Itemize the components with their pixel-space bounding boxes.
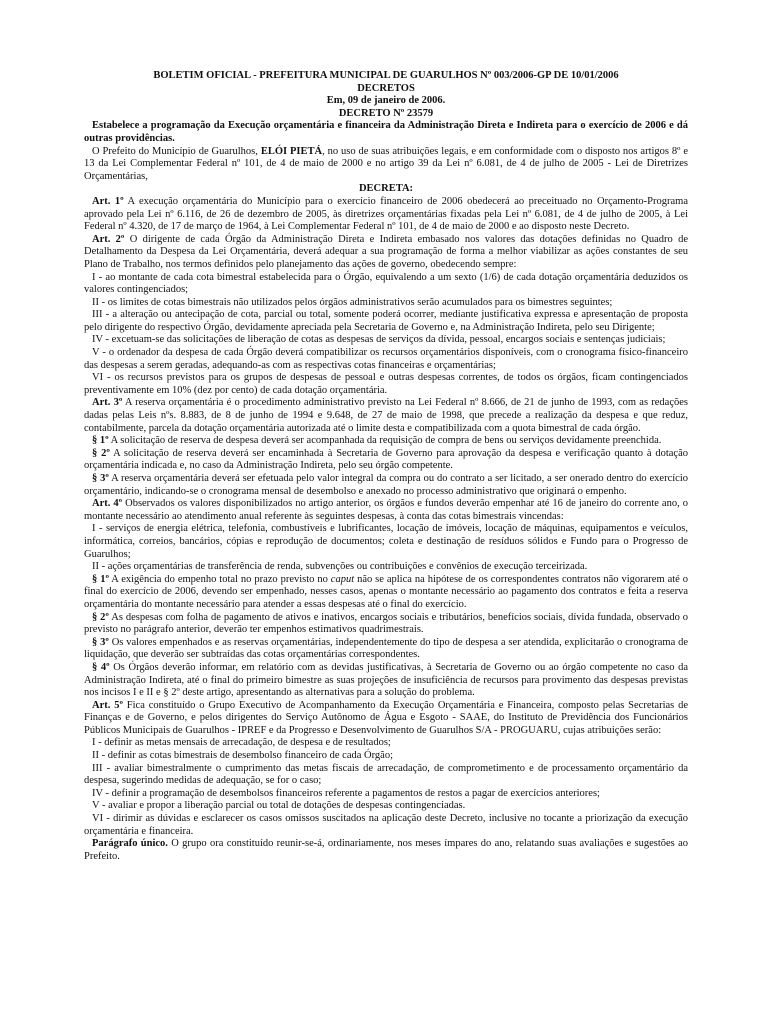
article-2 xyxy=(84,234,688,272)
paragraph-label: § 1º xyxy=(92,573,109,585)
article-1-label: Art. 1º xyxy=(92,195,124,207)
mayor-name: ELÓI PIETÁ xyxy=(260,145,323,157)
article-4-item: II - ações orçamentárias de transferência de renda, subvenções ou contribuições e convênios de execução terceirizada. xyxy=(92,561,588,573)
preamble-text-b: , no uso de suas atribuições legais, e em conformidade com o disposto nos artigos 8º e 13 da Lei Complementar Federal nº 101, de 4 de maio de 2000 e no artigo 39 da Lei nº 6.081, de 4 de julho de 2005 - Lei de Diretrizes Orçamentárias, xyxy=(84,145,688,182)
article-1-text: A execução orçamentária do Município para o exercício financeiro de 2006 obedecerá ao preceituado no Orçamento-Programa aprovado pela Lei nº 6.116, de 26 de dezembro de 2005, às diretrizes orçamentárias fixadas pela Lei nº 6.081, de 4 de julho de 2005, à Lei Federal nº 4.320, de 17 de março de 1964, à Lei Complementar Federal nº 101, de 4 de maio de 2000 e ao disposto neste Decreto. xyxy=(84,195,688,233)
article-4-item: I - serviços de energia elétrica, telefonia, combustíveis e lubrificantes, locação de imóveis, locação de máquinas, equipamentos e veículos, informática, correios, bancários, cópias e reprodução de documentos; coleta e destinação de resíduos sólidos e Fundo para o Progresso de Guarulhos; xyxy=(84,523,688,560)
section-title: DECRETOS xyxy=(357,82,415,94)
article-4-text: Observados os valores disponibilizados no artigo anterior, os órgãos e fundos deverão empenhar até 16 de janeiro do corrente ano, o montante necessário ao atendimento anual referente às seguintes despesas, à conta das cotas bimestrais vincendas: xyxy=(84,498,688,522)
sole-paragraph-label: Parágrafo único. xyxy=(92,838,168,850)
decree-number: DECRETO Nº 23579 xyxy=(338,107,434,119)
article-2-item: I - ao montante de cada cota bimestral estabelecida para o Órgão, equivalendo a um sexto (1/6) de cada dotação orçamentária deduzidos os valores contingenciados; xyxy=(84,271,688,296)
paragraph-label: § 3º xyxy=(92,473,109,484)
article-2-item: II - os limites de cotas bimestrais não utilizados pelos órgãos administrativos serão acumulados para os bimestres seguintes; xyxy=(92,296,613,308)
article-4-paragraph-1 xyxy=(84,574,688,612)
paragraph-label: § 1º xyxy=(92,435,109,447)
paragraph-text: Os valores empenhados e as reservas orçamentárias, independentemente do tipo de despesa a ser atendida, explicitarão o cronograma de liquidação, que deverão ser subtraídas das cotas orçamentárias correspondentes. xyxy=(84,636,689,661)
article-5-label: Art. 5º xyxy=(92,699,123,711)
paragraph-text: As despesas com folha de pagamento de ativos e inativos, encargos sociais e tributários, benefícios sociais, dívida fundada, observado o previsto no parágrafo anterior, deverão ter empenhos estimativos quadrimestrais. xyxy=(84,611,689,636)
article-5-item: VI - dirimir as dúvidas e esclarecer os casos omissos suscitados na aplicação deste Decreto, inclusive no tocante a priorização da execução orçamentária e financeira. xyxy=(84,813,688,837)
paragraph-text: Os Órgãos deverão informar, em relatório com as devidas justificativas, à Secretaria de Governo ou ao órgão competente no caso da Administração Indireta, até o final do primeiro bimestre as suas projeções de insuficiência de recursos para provimento das despesas previstas nos incisos I e II e § 2º deste artigo, apresentando as alternativas para a solução do problema. xyxy=(84,661,688,699)
article-2-text: O dirigente de cada Órgão da Administração Direta e Indireta embasado nos valores das dotações definidas no Quadro de Detalhamento da Despesa da Lei Orçamentária, deverá adequar a sua programação de forma a melhor viabilizar as ações constantes de seu Plano de Trabalho, nos termos definidos pelo planejamento das ações de governo, obedecendo sempre: xyxy=(84,233,688,270)
article-5-text: Fica constituído o Grupo Executivo de Acompanhamento da Execução Orçamentária e Financeira, composto pelas Secretarias de Finanças e de Governo, e pelos dirigentes do Serviço Autônomo de Água e Esgoto - SAAE, do Instituto de Previdência dos Funcionários Públicos Municipais de Guarulhos - IPREF e da Progresso e Desenvolvimento de Guarulhos S/A - PROGUARU, cujas atribuições serão: xyxy=(84,699,688,736)
paragraph-text: A solicitação de reserva de despesa deverá ser acompanhada da requisição de compra de bens ou serviços devidamente preenchida. xyxy=(108,435,662,447)
paragraph-text: A reserva orçamentária deverá ser efetuada pelo valor integral da compra ou do contrato a ser licitado, a ser onerado dentro do exercício orçamentário, indicando-se o cronograma mensal de desembolso e anexado no processo administrativo que originará o empenho. xyxy=(84,473,688,497)
article-1 xyxy=(84,196,688,234)
sole-paragraph-text: O grupo ora constituído reunir-se-á, ordinariamente, nos meses ímpares do ano, relatando suas avaliações e sugestões ao Prefeito. xyxy=(84,838,688,862)
article-2-item: VI - os recursos previstos para os grupos de despesas de pessoal e outras despesas correntes, de todos os órgãos, ficam contingenciados preventivamente em 10% (dez por cento) de cada dotação orçamentária. xyxy=(84,372,688,396)
paragraph-label: § 3º xyxy=(92,636,109,648)
article-5-item: III - avaliar bimestralmente o cumprimento das metas fiscais de arrecadação, de comprometimento e de processamento orçamentário da despesa, sugerindo medidas de adequação, se for o caso; xyxy=(84,762,688,787)
paragraph-label: § 4º xyxy=(92,661,110,673)
article-4-paragraph-4 xyxy=(84,662,688,700)
article-5-item: I - definir as metas mensais de arrecadação, de despesa e de resultados; xyxy=(92,737,391,749)
paragraph-label: § 2º xyxy=(92,611,109,623)
article-3-paragraph-1 xyxy=(84,435,688,448)
decreta-heading: DECRETA: xyxy=(358,183,414,195)
paragraph-label: § 2º xyxy=(92,447,110,459)
article-5-sole-paragraph xyxy=(84,838,688,863)
article-5-item: II - definir as cotas bimestrais de desembolso financeiro de cada Órgão; xyxy=(92,750,393,762)
article-2-item: III - a alteração ou antecipação de cota, parcial ou total, somente poderá ocorrer, mediante justificativa expressa e apresentação de proposta pelo dirigente do respectivo Órgão, devidamente apreciada pela Secretaria de Governo e, na Administração Indireta, pelo seu Dirigente; xyxy=(84,309,688,333)
decree-preamble xyxy=(84,146,688,184)
article-2-label: Art. 2º xyxy=(92,233,125,245)
decree-ementa: Estabelece a programação da Execução orçamentária e financeira da Administração Direta e Indireta para o exercício de 2006 e dá outras providências. xyxy=(84,120,688,144)
paragraph-text: A solicitação de reserva deverá ser encaminhada à Secretaria de Governo para aprovação da despesa e verificação quanto à dotação orçamentária indicada e, no caso da Administração Indireta, pelo seu órgão competente. xyxy=(84,447,689,472)
article-3-paragraph-2 xyxy=(84,448,688,473)
article-4-label: Art. 4º xyxy=(92,498,123,510)
article-3-paragraph-3 xyxy=(84,473,688,498)
article-4-paragraph-3 xyxy=(84,637,688,662)
article-5-item: IV - definir a programação de desembolsos financeiros referente a pagamentos de restos a pagar de exercícios anteriores; xyxy=(92,787,600,799)
preamble-text-a: O Prefeito do Município de Guarulhos, xyxy=(92,145,261,157)
article-2-item: IV - excetuam-se das solicitações de liberação de cotas as despesas de serviços da dívida, pessoal, encargos sociais e sentenças judiciais; xyxy=(92,334,666,346)
article-5 xyxy=(84,700,688,738)
article-5-item: V - avaliar e propor a liberação parcial ou total de dotações de despesas contingenciadas. xyxy=(92,800,466,812)
article-4-paragraph-2 xyxy=(84,612,688,637)
article-3-text: A reserva orçamentária é o procedimento administrativo previsto na Lei Federal nº 8.666, de 21 de junho de 1993, com as redações dadas pelas Leis nºs. 8.883, de 8 de junho de 1994 e 9.648, de 27 de maio de 1998, que precede a realização da despesa e que reduz, contabilmente, parcela da dotação orçamentária autorizada até o limite desta e compatibilizada com a quota bimestral de cada órgão. xyxy=(84,397,688,434)
article-2-item: V - o ordenador da despesa de cada Órgão deverá compatibilizar os recursos orçamentários disponíveis, com o cronograma físico-financeiro das despesas a serem geradas, adequando-as com as respectivas cotas financeiras e orçamentárias; xyxy=(84,347,688,371)
article-4 xyxy=(84,498,688,523)
article-3 xyxy=(84,397,688,435)
paragraph-text: A exigência do empenho total no prazo previsto no xyxy=(108,573,331,585)
paragraph-text: não se aplica na hipótese de os correspondentes contratos não vigorarem até o final do exercício de 2006, devendo ser empenhado, nesses casos, apenas o montante necessário ao pagamento dos contratos e feita a reserva orçamentária do montante necessário para atender a essas despesas até o final do exercício. xyxy=(84,573,689,610)
article-3-label: Art. 3º xyxy=(92,397,123,409)
bulletin-title: BOLETIM OFICIAL - PREFEITURA MUNICIPAL DE GUARULHOS Nº 003/2006-GP DE 10/01/2006 xyxy=(153,70,619,81)
caput-term: caput xyxy=(330,573,355,585)
decree-date: Em, 09 de janeiro de 2006. xyxy=(326,95,446,107)
